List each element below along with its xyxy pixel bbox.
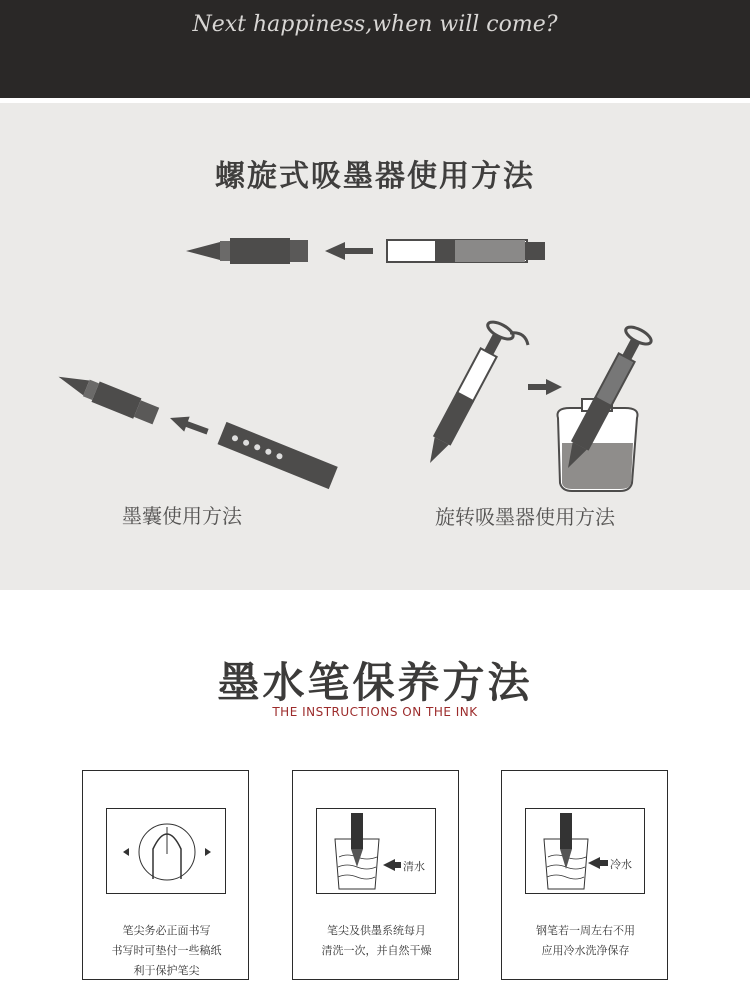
card-3-text: 钢笔若一周左右不用 应用冷水洗净保存 <box>536 924 635 957</box>
water-label: 清水 <box>403 860 425 873</box>
cartridge-illustration <box>50 363 350 493</box>
care-section-title: 墨水笔保养方法 <box>217 658 533 707</box>
nib-front-image <box>106 808 226 894</box>
care-card-cold-water <box>501 770 668 980</box>
care-card-nib-writing <box>82 770 249 980</box>
arrow-left-icon <box>325 242 373 260</box>
care-section-subtitle: THE INSTRUCTIONS ON THE INK <box>272 705 478 719</box>
nib-front-icon <box>107 809 227 895</box>
clean-water-image <box>316 808 436 894</box>
converter-caption: 旋转吸墨器使用方法 <box>435 505 615 529</box>
card-2-text: 笔尖及供墨系统每月 清洗一次，并自然干燥 <box>321 924 432 957</box>
cold-water-image <box>525 808 645 894</box>
top-banner <box>0 0 750 98</box>
care-card-clean-water <box>292 770 459 980</box>
converter-usage-section <box>0 103 750 590</box>
banner-tagline: Next happiness,when will come? <box>192 12 558 37</box>
arrow-left-icon <box>167 410 210 439</box>
converter-usage-title: 螺旋式吸墨器使用方法 <box>215 159 535 194</box>
nib-and-converter-illustration <box>180 228 560 268</box>
converter-filling-illustration <box>410 313 700 503</box>
cartridge-caption: 墨囊使用方法 <box>122 504 242 528</box>
pen-in-water-icon <box>317 809 437 895</box>
card-1-text: 笔尖务必正面书写 书写时可垫付一些稿纸 利于保护笔尖 <box>111 924 222 977</box>
arrow-right-icon <box>528 379 562 395</box>
pen-in-cold-water-icon <box>526 809 646 895</box>
cold-water-label: 冷水 <box>610 858 632 871</box>
